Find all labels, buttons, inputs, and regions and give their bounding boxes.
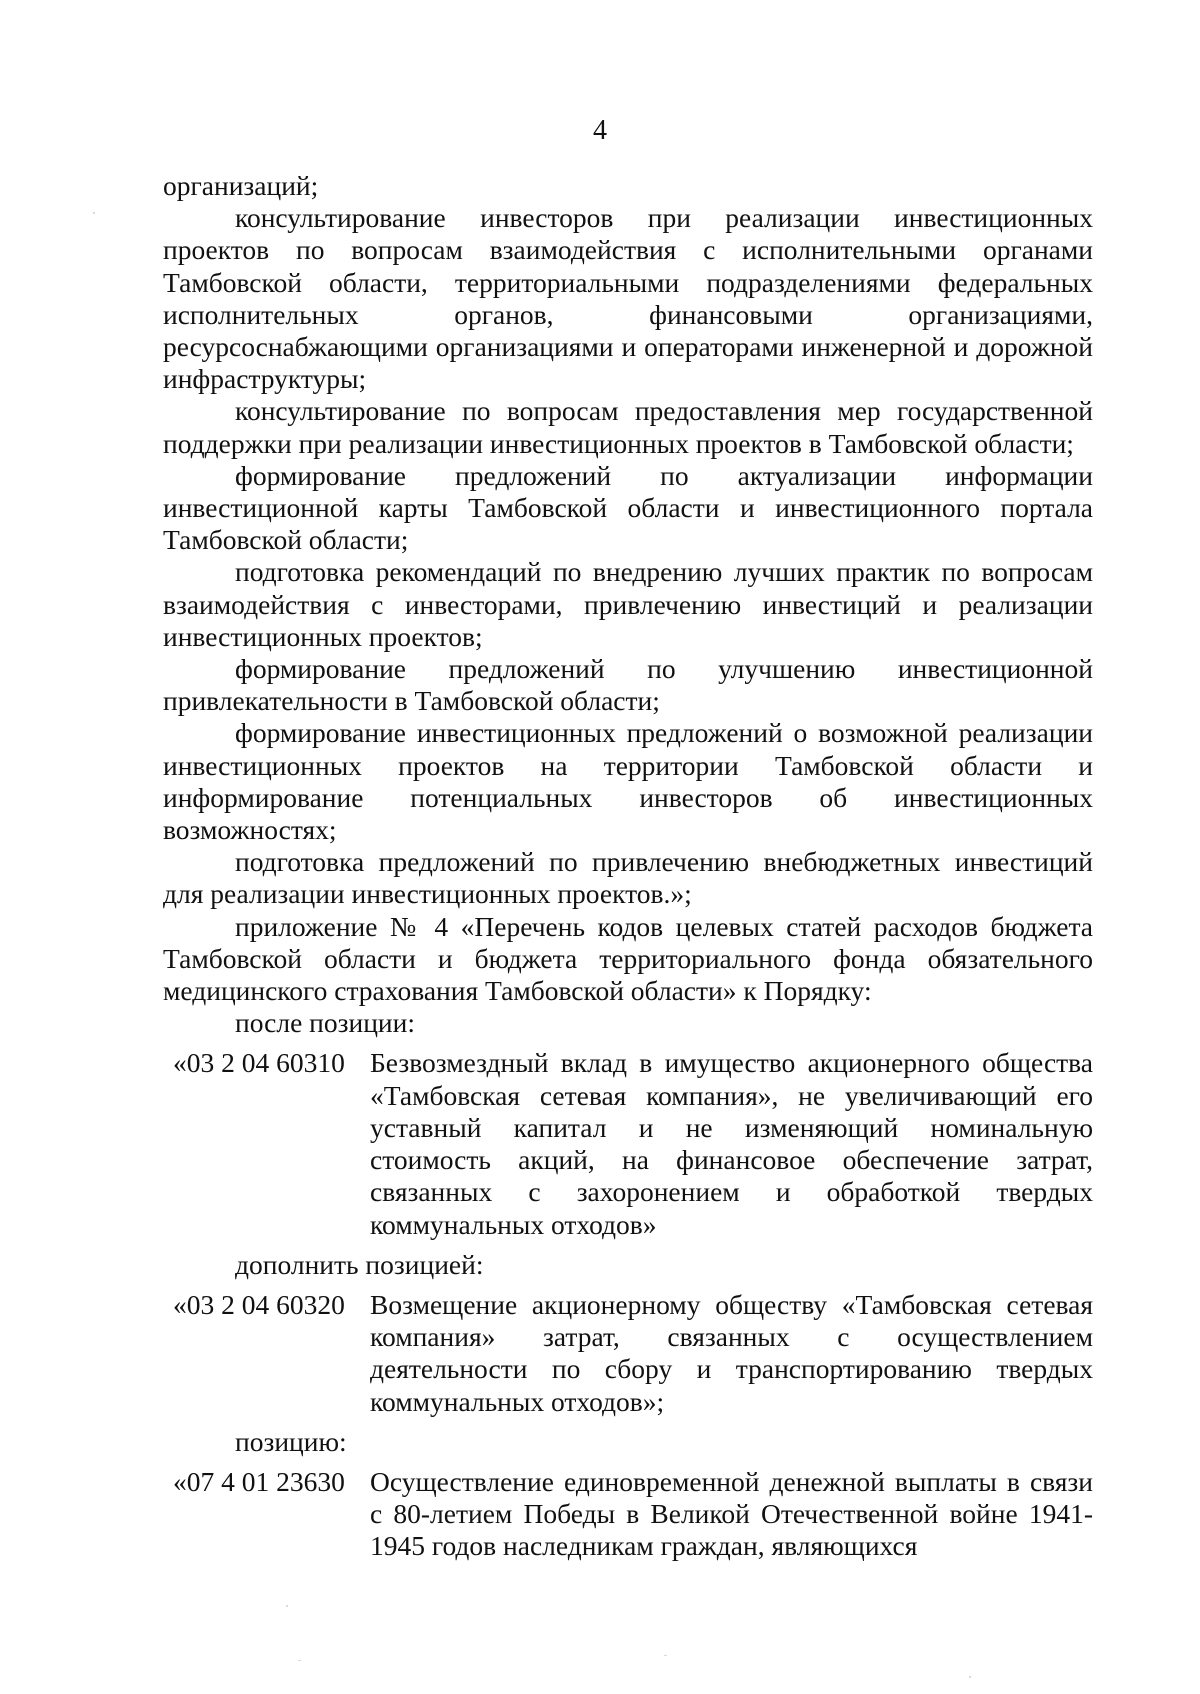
paragraph: подготовка рекомендаций по внедрению лучших практик по вопросам взаимодействия с инвесторами, привлечению инвестиций и реализации инвестиционных проектов; [163, 556, 1093, 652]
scan-speck [286, 1605, 288, 1607]
paragraph: после позиции: [235, 1007, 415, 1039]
paragraph: формирование предложений по улучшению инвестиционной привлекательности в Тамбовской области; [163, 653, 1093, 717]
paragraph: консультирование инвесторов при реализации инвестиционных проектов по вопросам взаимодействия с исполнительными органами Тамбовской области, территориальными подразделениями федеральных исполнительных органов, финансовыми организациями, ресурсоснабжающими организациями и операторами инженерной и дорожной инфраструктуры; [163, 202, 1093, 395]
budget-code: «03 2 04 60320 [173, 1288, 345, 1320]
document-body [163, 170, 1093, 1563]
budget-code-entry [163, 1289, 1093, 1418]
scan-speck [664, 1655, 667, 1656]
paragraph: подготовка предложений по привлечению внебюджетных инвестиций для реализации инвестиционных проектов.»; [163, 846, 1093, 910]
budget-code-description: Безвозмездный вклад в имущество акционерного общества «Тамбовская сетевая компания», не увеличивающий его уставный капитал и не изменяющий номинальную стоимость акций, на финансовое обеспечение затрат, связанных с захоронением и обработкой твердых коммунальных отходов» [370, 1047, 1093, 1240]
budget-code: «03 2 04 60310 [173, 1047, 345, 1079]
instruction-text: дополнить позицией: [235, 1248, 484, 1280]
scan-speck [969, 1676, 971, 1678]
paragraph: формирование инвестиционных предложений о возможной реализации инвестиционных проектов на территории Тамбовской области и информирование потенциальных инвесторов об инвестиционных возможностях; [163, 717, 1093, 846]
budget-code-description: Осуществление единовременной денежной выплаты в связи с 80-летием Победы в Великой Отечественной войне 1941-1945 годов наследникам граждан, являющихся [370, 1465, 1093, 1562]
page-number: 4 [593, 115, 607, 146]
instruction-text: позицию: [235, 1425, 347, 1457]
paragraph: приложение № 4 «Перечень кодов целевых статей расходов бюджета Тамбовской области и бюджета территориального фонда обязательного медицинского страхования Тамбовской области» к Порядку: [163, 910, 1093, 1007]
budget-code-description: Возмещение акционерному обществу «Тамбовская сетевая компания» затрат, связанных с осуществлением деятельности по сбору и транспортированию твердых коммунальных отходов»; [370, 1288, 1093, 1417]
paragraph: консультирование по вопросам предоставления мер государственной поддержки при реализации инвестиционных проектов в Тамбовской области; [163, 395, 1093, 459]
scan-speck [298, 1660, 301, 1661]
budget-code-entry [163, 1466, 1093, 1563]
paragraph: формирование предложений по актуализации информации инвестиционной карты Тамбовской области и инвестиционного портала Тамбовской области; [163, 459, 1093, 556]
scan-speck [93, 212, 95, 214]
paragraph: организаций; [163, 170, 319, 201]
budget-code: «07 4 01 23630 [173, 1465, 345, 1497]
budget-code-entry [163, 1047, 1093, 1240]
